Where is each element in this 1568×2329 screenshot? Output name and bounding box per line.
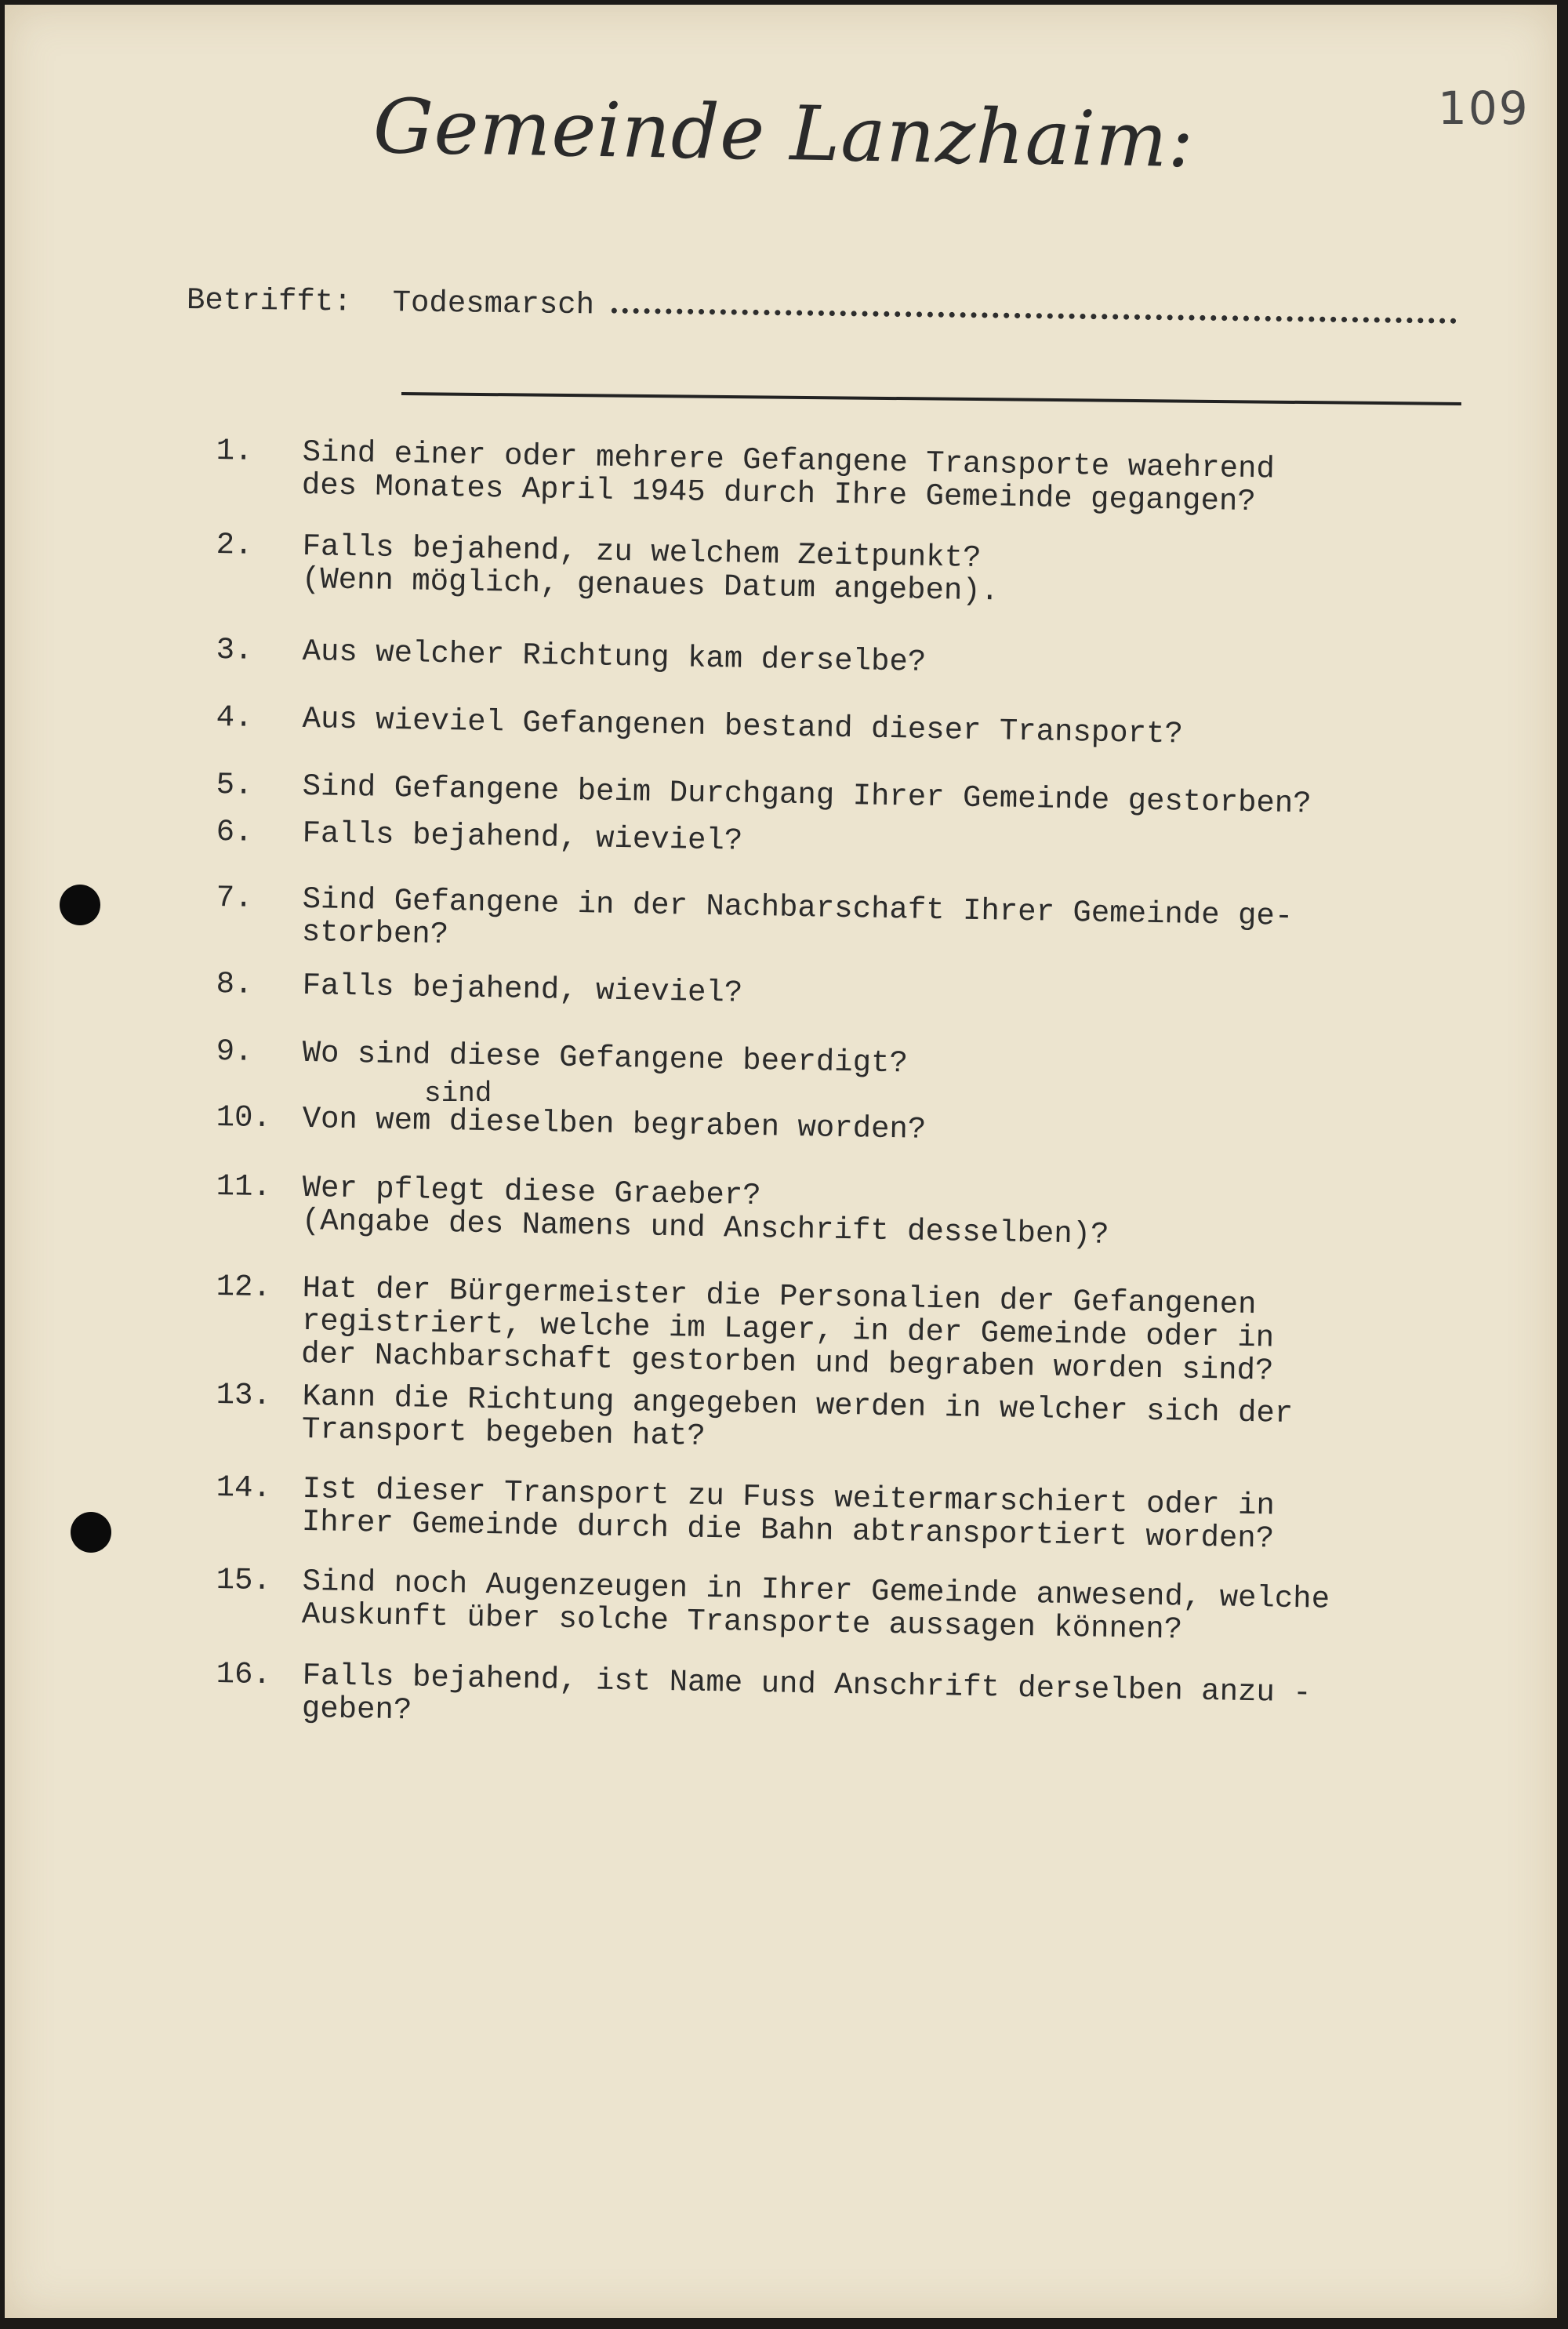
question-number: 4. <box>216 700 253 736</box>
question-6 <box>216 816 1416 870</box>
page-number: 109 <box>1438 82 1530 135</box>
question-number: 9. <box>216 1034 253 1070</box>
question-1 <box>216 434 1416 521</box>
question-text: Aus wieviel Gefangenen bestand dieser Transport? <box>302 701 1184 752</box>
question-number: 3. <box>216 633 253 668</box>
question-16 <box>216 1658 1416 1745</box>
question-number: 5. <box>216 768 253 803</box>
question-text: Wer pflegt diese Graeber? (Angabe des Namens und Anschrift desselben)? <box>301 1170 1109 1252</box>
question-number: 12. <box>216 1270 272 1306</box>
question-text: Aus welcher Richtung kam derselbe? <box>302 634 927 680</box>
question-10 <box>216 1101 1416 1155</box>
punch-hole <box>60 885 100 925</box>
question-text: Sind Gefangene in der Nachbarschaft Ihrer Gemeinde ge- storben? <box>301 881 1294 953</box>
question-number: 10. <box>216 1100 272 1136</box>
question-11 <box>216 1170 1416 1257</box>
question-text: Falls bejahend, wieviel? <box>302 968 743 1011</box>
question-text: Falls bejahend, ist Name und Anschrift derselben anzu - geben? <box>301 1658 1312 1728</box>
question-number: 15. <box>216 1563 272 1599</box>
question-number: 7. <box>216 881 253 916</box>
punch-hole <box>71 1512 111 1553</box>
question-number: 2. <box>216 528 253 563</box>
question-text: Sind einer oder mehrere Gefangene Transporte waehrend des Monates April 1945 durch Ihre Gemeinde gegangen? <box>301 434 1276 520</box>
question-text: Falls bejahend, wieviel? <box>302 816 743 859</box>
question-3 <box>216 634 1416 688</box>
question-9 <box>216 1035 1416 1089</box>
question-13 <box>216 1379 1416 1466</box>
question-number: 8. <box>216 967 253 1002</box>
question-text: Von wem dieselben begraben worden? <box>302 1101 927 1147</box>
handwritten-title: Gemeinde Lanzhaim: <box>372 82 1196 185</box>
question-8 <box>216 968 1416 1022</box>
question-text: Hat der Bürgermeister die Personalien der Gefangenen registriert, welche im Lager, in der Gemeinde oder in der Nachbarschaft gestorben und begraben worden sind? <box>300 1270 1275 1389</box>
question-number: 1. <box>216 434 253 469</box>
question-7 <box>216 881 1416 968</box>
question-5 <box>216 768 1416 823</box>
subject-value: Todesmarsch <box>392 285 595 323</box>
typed-insertion: sind <box>424 1077 492 1110</box>
question-15 <box>216 1564 1416 1651</box>
question-text: Falls bejahend, zu welchem Zeitpunkt? (Wenn möglich, genaues Datum angeben). <box>301 529 1000 609</box>
question-text: Ist dieser Transport zu Fuss weitermarschiert oder in Ihrer Gemeinde durch die Bahn abtransportiert worden? <box>301 1471 1276 1557</box>
question-number: 6. <box>216 815 253 850</box>
question-12 <box>215 1270 1416 1390</box>
question-number: 11. <box>216 1169 272 1205</box>
subject-label: Betrifft: <box>186 283 352 320</box>
question-4 <box>216 701 1416 755</box>
question-number: 13. <box>216 1378 272 1414</box>
dotted-leader <box>612 291 1457 324</box>
question-text: Kann die Richtung angegeben werden in welcher sich der Transport begeben hat? <box>301 1379 1294 1454</box>
question-text: Wo sind diese Gefangene beerdigt? <box>302 1035 909 1081</box>
question-text: Sind noch Augenzeugen in Ihrer Gemeinde anwesend, welche Auskunft über solche Transporte aussagen können? <box>301 1564 1330 1648</box>
question-14 <box>216 1471 1416 1558</box>
question-number: 16. <box>216 1657 272 1693</box>
subject-line <box>187 283 1457 333</box>
horizontal-rule <box>401 392 1461 405</box>
question-text: Sind Gefangene beim Durchgang Ihrer Gemeinde gestorben? <box>302 768 1312 822</box>
question-2 <box>216 529 1416 616</box>
question-number: 14. <box>216 1470 272 1506</box>
document-page <box>5 5 1557 2318</box>
